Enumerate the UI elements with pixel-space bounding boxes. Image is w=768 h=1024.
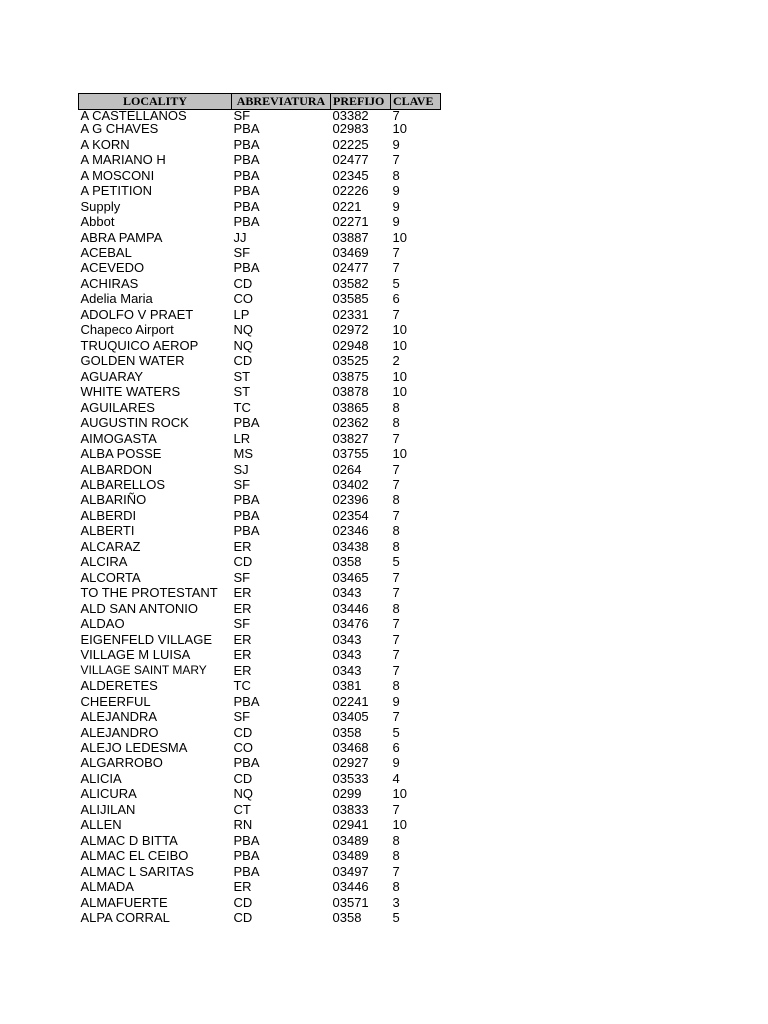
cell-abreviatura: LR [233, 430, 251, 446]
cell-prefijo: 03497 [332, 863, 369, 879]
cell-locality: ADOLFO V PRAET [80, 306, 194, 322]
cell-clave: 8 [392, 523, 400, 539]
table-row [79, 198, 441, 213]
table-row [79, 817, 441, 832]
cell-abreviatura: PBA [233, 167, 260, 183]
cell-locality: A CASTELLANOS [80, 109, 187, 121]
cell-locality: ALBARDON [80, 461, 153, 477]
cell-clave: 10 [392, 322, 407, 338]
cell-prefijo: 03468 [332, 739, 369, 755]
cell-abreviatura: PBA [233, 832, 260, 848]
table-row [79, 755, 441, 770]
cell-locality: Abbot [80, 214, 115, 230]
cell-locality: A MARIANO H [80, 152, 166, 168]
cell-prefijo: 02271 [332, 214, 369, 230]
table-row [79, 446, 441, 461]
cell-abreviatura: PBA [233, 198, 260, 214]
table-row [79, 802, 441, 817]
cell-prefijo: 03465 [332, 569, 369, 585]
table-row [79, 492, 441, 507]
table-row [79, 152, 441, 167]
cell-prefijo: 03476 [332, 616, 369, 632]
cell-prefijo: 03405 [332, 709, 369, 725]
cell-locality: Supply [80, 198, 121, 214]
table-row [79, 245, 441, 260]
cell-clave: 7 [392, 585, 400, 601]
cell-locality: ALMADA [80, 879, 134, 895]
cell-locality: ALMAC D BITTA [80, 832, 178, 848]
cell-clave: 8 [392, 167, 400, 183]
table-row [79, 879, 441, 894]
cell-prefijo: 03833 [332, 801, 369, 817]
header-prefijo: PREFIJO [331, 94, 391, 110]
cell-abreviatura: PBA [233, 152, 260, 168]
cell-prefijo: 03827 [332, 430, 369, 446]
cell-abreviatura: PBA [233, 492, 260, 508]
cell-abreviatura: ER [233, 585, 252, 601]
table-row [79, 585, 441, 600]
cell-clave: 10 [392, 786, 407, 802]
cell-clave: 5 [392, 275, 400, 291]
table-row [79, 214, 441, 229]
cell-prefijo: 03875 [332, 368, 369, 384]
cell-abreviatura: CD [233, 275, 253, 291]
cell-abreviatura: ER [233, 600, 252, 616]
cell-locality: ALDERETES [80, 678, 158, 694]
cell-clave: 10 [392, 446, 407, 462]
cell-clave: 8 [392, 538, 400, 554]
cell-abreviatura: ER [233, 631, 252, 647]
cell-prefijo: 0343 [332, 662, 362, 678]
cell-prefijo: 02477 [332, 260, 369, 276]
cell-abreviatura: ST [233, 368, 251, 384]
cell-prefijo: 02983 [332, 121, 369, 137]
table-row [79, 833, 441, 848]
cell-abreviatura: PBA [233, 260, 260, 276]
locality-table [78, 93, 441, 925]
cell-abreviatura: PBA [233, 848, 260, 864]
cell-abreviatura: PBA [233, 183, 260, 199]
cell-prefijo: 0358 [332, 554, 362, 570]
table-row [79, 647, 441, 662]
cell-locality: TRUQUICO AEROP [80, 337, 199, 353]
table-row [79, 307, 441, 322]
cell-locality: EIGENFELD VILLAGE [80, 631, 212, 647]
cell-clave: 7 [392, 152, 400, 168]
cell-abreviatura: CT [233, 801, 251, 817]
cell-clave: 9 [392, 136, 400, 152]
cell-abreviatura: PBA [233, 755, 260, 771]
table-row [79, 848, 441, 863]
cell-abreviatura: ER [233, 662, 252, 678]
cell-prefijo: 02941 [332, 817, 369, 833]
cell-prefijo: 02226 [332, 183, 369, 199]
table-row [79, 508, 441, 523]
table-row [79, 430, 441, 445]
cell-abreviatura: NQ [233, 786, 253, 802]
cell-locality: ALD SAN ANTONIO [80, 600, 199, 616]
cell-abreviatura: CD [233, 770, 253, 786]
cell-prefijo: 03755 [332, 446, 369, 462]
cell-clave: 7 [392, 631, 400, 647]
cell-abreviatura: ER [233, 647, 252, 663]
table-row [79, 631, 441, 646]
cell-abreviatura: MS [233, 446, 253, 462]
cell-abreviatura: CD [233, 910, 253, 926]
cell-abreviatura: ER [233, 538, 252, 554]
table-row [79, 616, 441, 631]
cell-prefijo: 02477 [332, 152, 369, 168]
cell-clave: 10 [392, 817, 407, 833]
cell-abreviatura: TC [233, 399, 251, 415]
cell-abreviatura: PBA [233, 214, 260, 230]
table-row [79, 864, 441, 879]
table-row [79, 322, 441, 337]
cell-locality: ALDAO [80, 616, 125, 632]
cell-prefijo: 03489 [332, 832, 369, 848]
cell-prefijo: 02354 [332, 507, 369, 523]
cell-abreviatura: PBA [233, 121, 260, 137]
cell-clave: 5 [392, 724, 400, 740]
cell-locality: ACHIRAS [80, 275, 139, 291]
cell-locality: TO THE PROTESTANT [80, 585, 218, 601]
cell-clave: 7 [392, 662, 400, 678]
cell-prefijo: 0221 [332, 198, 362, 214]
table-row [79, 678, 441, 693]
cell-locality: ALBARIÑO [80, 492, 147, 508]
cell-clave: 7 [392, 863, 400, 879]
cell-locality: ALBERTI [80, 523, 135, 539]
cell-abreviatura: TC [233, 678, 251, 694]
cell-clave: 7 [392, 461, 400, 477]
table-row [79, 183, 441, 198]
cell-prefijo: 03878 [332, 384, 369, 400]
cell-locality: GOLDEN WATER [80, 353, 185, 369]
cell-locality: ALPA CORRAL [80, 910, 170, 926]
cell-clave: 7 [392, 260, 400, 276]
table-row [79, 709, 441, 724]
cell-locality: ALEJANDRO [80, 724, 159, 740]
cell-locality: A PETITION [80, 183, 153, 199]
table-row [79, 110, 441, 122]
cell-locality: ALIJILAN [80, 801, 136, 817]
cell-abreviatura: SF [233, 569, 251, 585]
table-row [79, 894, 441, 909]
cell-abreviatura: CD [233, 894, 253, 910]
header-locality: LOCALITY [79, 94, 232, 110]
cell-prefijo: 0358 [332, 724, 362, 740]
cell-locality: A MOSCONI [80, 167, 155, 183]
cell-clave: 7 [392, 801, 400, 817]
cell-clave: 10 [392, 229, 407, 245]
cell-abreviatura: PBA [233, 523, 260, 539]
cell-locality: ALGARROBO [80, 755, 163, 771]
cell-abreviatura: PBA [233, 863, 260, 879]
cell-prefijo: 02927 [332, 755, 369, 771]
cell-clave: 5 [392, 910, 400, 926]
table-row [79, 601, 441, 616]
cell-abreviatura: SF [233, 616, 251, 632]
cell-locality: ALEJO LEDESMA [80, 739, 188, 755]
cell-prefijo: 0343 [332, 647, 362, 663]
cell-clave: 9 [392, 755, 400, 771]
cell-clave: 7 [392, 244, 400, 260]
cell-abreviatura: CO [233, 739, 253, 755]
table-row [79, 786, 441, 801]
cell-prefijo: 02972 [332, 322, 369, 338]
cell-prefijo: 02362 [332, 415, 369, 431]
table-row [79, 384, 441, 399]
table-row [79, 523, 441, 538]
cell-abreviatura: CO [233, 291, 253, 307]
cell-clave: 9 [392, 183, 400, 199]
table-row [79, 740, 441, 755]
cell-abreviatura: JJ [233, 229, 247, 245]
table-header [79, 94, 441, 110]
cell-abreviatura: PBA [233, 693, 260, 709]
cell-prefijo: 02241 [332, 693, 369, 709]
cell-abreviatura: SJ [233, 461, 249, 477]
cell-locality: AGUILARES [80, 399, 155, 415]
cell-prefijo: 0264 [332, 461, 362, 477]
table-row [79, 771, 441, 786]
cell-abreviatura: SF [233, 709, 251, 725]
cell-clave: 10 [392, 368, 407, 384]
table-row [79, 693, 441, 708]
cell-clave: 7 [392, 616, 400, 632]
cell-abreviatura: PBA [233, 415, 260, 431]
cell-clave: 7 [392, 569, 400, 585]
cell-clave: 9 [392, 214, 400, 230]
table-row [79, 399, 441, 414]
cell-locality: ALICIA [80, 770, 122, 786]
cell-abreviatura: ER [233, 879, 252, 895]
cell-prefijo: 03571 [332, 894, 369, 910]
cell-locality: ALCARAZ [80, 538, 141, 554]
cell-prefijo: 03489 [332, 848, 369, 864]
cell-abreviatura: PBA [233, 507, 260, 523]
cell-clave: 10 [392, 384, 407, 400]
cell-prefijo: 02948 [332, 337, 369, 353]
cell-abreviatura: ST [233, 384, 251, 400]
cell-locality: ALCORTA [80, 569, 141, 585]
cell-prefijo: 03438 [332, 538, 369, 554]
cell-clave: 2 [392, 353, 400, 369]
table-row [79, 136, 441, 151]
cell-locality: ACEVEDO [80, 260, 145, 276]
cell-abreviatura: SF [233, 244, 251, 260]
cell-clave: 7 [392, 709, 400, 725]
cell-locality: AGUARAY [80, 368, 144, 384]
table-row [79, 167, 441, 182]
cell-locality: ACEBAL [80, 244, 132, 260]
table-row [79, 229, 441, 244]
cell-locality: ALBARELLOS [80, 477, 166, 493]
cell-clave: 10 [392, 337, 407, 353]
cell-clave: 8 [392, 399, 400, 415]
cell-clave: 7 [392, 477, 400, 493]
cell-abreviatura: LP [233, 306, 250, 322]
cell-prefijo: 03533 [332, 770, 369, 786]
cell-clave: 7 [392, 430, 400, 446]
cell-clave: 9 [392, 693, 400, 709]
cell-abreviatura: PBA [233, 136, 260, 152]
cell-clave: 10 [392, 121, 407, 137]
cell-prefijo: 03585 [332, 291, 369, 307]
cell-locality: Chapeco Airport [80, 322, 174, 338]
cell-clave: 8 [392, 832, 400, 848]
table-row [79, 353, 441, 368]
cell-prefijo: 0381 [332, 678, 362, 694]
table-row [79, 539, 441, 554]
cell-prefijo: 03402 [332, 477, 369, 493]
cell-clave: 8 [392, 600, 400, 616]
cell-clave: 7 [392, 306, 400, 322]
cell-clave: 9 [392, 198, 400, 214]
cell-clave: 8 [392, 415, 400, 431]
cell-locality: Adelia Maria [80, 291, 153, 307]
cell-prefijo: 03382 [332, 109, 369, 121]
table-row [79, 276, 441, 291]
cell-locality: ALEJANDRA [80, 709, 158, 725]
cell-locality: VILLAGE SAINT MARY [80, 662, 207, 677]
cell-locality: A G CHAVES [80, 121, 159, 137]
table-row [79, 662, 441, 677]
header-abreviatura: ABREVIATURA [232, 94, 331, 110]
cell-clave: 3 [392, 894, 400, 910]
table-row [79, 724, 441, 739]
table-row [79, 291, 441, 306]
cell-locality: A KORN [80, 136, 130, 152]
cell-prefijo: 02331 [332, 306, 369, 322]
cell-abreviatura: SF [233, 109, 251, 121]
cell-clave: 8 [392, 492, 400, 508]
cell-prefijo: 02346 [332, 523, 369, 539]
cell-abreviatura: RN [233, 817, 253, 833]
cell-clave: 6 [392, 291, 400, 307]
table-row [79, 910, 441, 925]
header-row [79, 94, 441, 110]
cell-clave: 7 [392, 507, 400, 523]
cell-prefijo: 0358 [332, 910, 362, 926]
cell-locality: ABRA PAMPA [80, 229, 163, 245]
cell-abreviatura: SF [233, 477, 251, 493]
cell-abreviatura: CD [233, 724, 253, 740]
cell-clave: 8 [392, 848, 400, 864]
cell-clave: 7 [392, 109, 400, 121]
cell-prefijo: 03582 [332, 275, 369, 291]
cell-locality: ALLEN [80, 817, 122, 833]
cell-prefijo: 02345 [332, 167, 369, 183]
cell-clave: 8 [392, 678, 400, 694]
cell-locality: ALBA POSSE [80, 446, 162, 462]
header-clave: CLAVE [391, 94, 441, 110]
cell-abreviatura: NQ [233, 322, 253, 338]
cell-prefijo: 0343 [332, 585, 362, 601]
cell-locality: AIMOGASTA [80, 430, 157, 446]
cell-locality: ALCIRA [80, 554, 128, 570]
cell-clave: 5 [392, 554, 400, 570]
cell-locality: CHEERFUL [80, 693, 151, 709]
cell-prefijo: 03469 [332, 244, 369, 260]
cell-prefijo: 03446 [332, 879, 369, 895]
cell-prefijo: 03446 [332, 600, 369, 616]
cell-clave: 6 [392, 739, 400, 755]
cell-abreviatura: CD [233, 353, 253, 369]
table-body [79, 110, 441, 926]
cell-prefijo: 02225 [332, 136, 369, 152]
cell-prefijo: 02396 [332, 492, 369, 508]
cell-abreviatura: CD [233, 554, 253, 570]
table-row [79, 121, 441, 136]
table-row [79, 461, 441, 476]
cell-prefijo: 03887 [332, 229, 369, 245]
table-row [79, 570, 441, 585]
cell-prefijo: 03525 [332, 353, 369, 369]
cell-locality: ALMAC EL CEIBO [80, 848, 189, 864]
table-row [79, 338, 441, 353]
cell-prefijo: 0343 [332, 631, 362, 647]
table-row [79, 415, 441, 430]
cell-locality: WHITE WATERS [80, 384, 181, 400]
cell-clave: 8 [392, 879, 400, 895]
cell-locality: VILLAGE M LUISA [80, 647, 191, 663]
cell-prefijo: 03865 [332, 399, 369, 415]
table-row [79, 369, 441, 384]
table-row [79, 260, 441, 275]
cell-clave: 4 [392, 770, 400, 786]
cell-abreviatura: NQ [233, 337, 253, 353]
cell-locality: ALMAFUERTE [80, 894, 168, 910]
cell-locality: ALICURA [80, 786, 137, 802]
cell-locality: AUGUSTIN ROCK [80, 415, 189, 431]
cell-locality: ALMAC L SARITAS [80, 863, 194, 879]
cell-locality: ALBERDI [80, 507, 137, 523]
cell-clave: 7 [392, 647, 400, 663]
cell-prefijo: 0299 [332, 786, 362, 802]
table-row [79, 554, 441, 569]
table-row [79, 477, 441, 492]
